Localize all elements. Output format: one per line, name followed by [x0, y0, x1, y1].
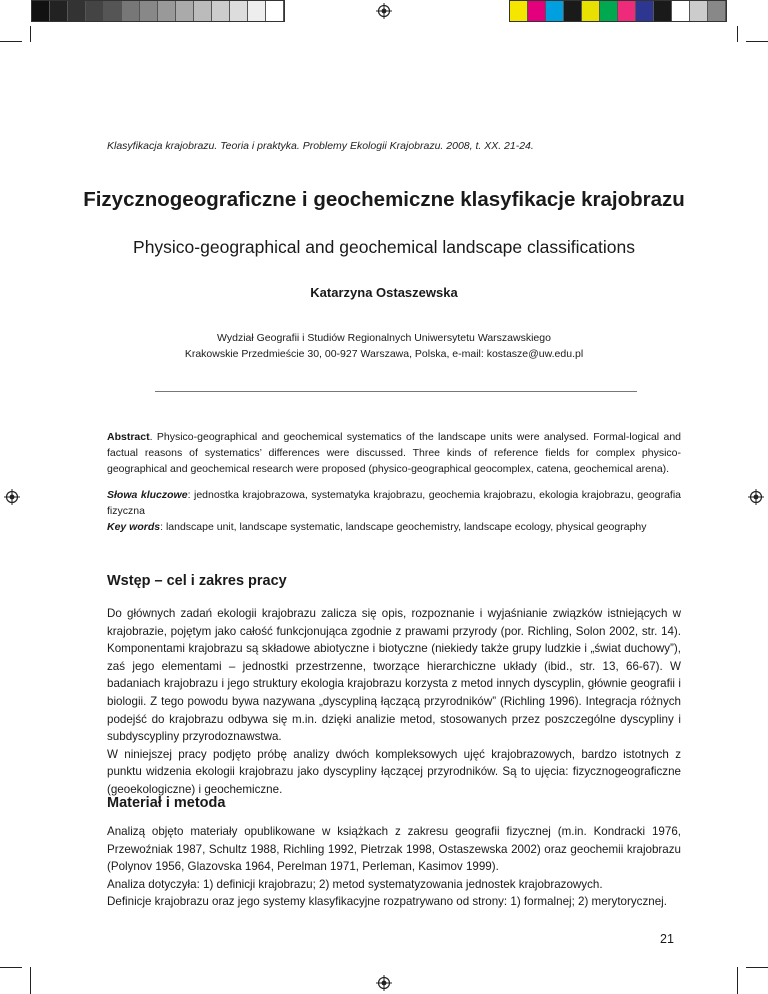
color-swatch [212, 1, 230, 21]
affiliation-line-2: Krakowskie Przedmieście 30, 00-927 Warszawa, Polska, e-mail: kostasze@uw.edu.pl [184, 348, 584, 360]
color-swatch [672, 1, 690, 21]
paragraph: Analiza dotyczyła: 1) definicji krajobrazu; 2) metod systematyzowania jednostek krajobrazowych. [107, 877, 603, 891]
section-body-method [107, 823, 681, 911]
crop-mark [737, 26, 738, 42]
divider [155, 391, 637, 392]
section-heading-intro: Wstęp – cel i zakres pracy [107, 573, 287, 589]
color-swatch [654, 1, 672, 21]
crop-mark [0, 41, 22, 42]
color-swatch [636, 1, 654, 21]
color-swatch [618, 1, 636, 21]
registration-mark-icon [4, 489, 20, 505]
color-swatch [564, 1, 582, 21]
color-swatch [528, 1, 546, 21]
color-swatch [194, 1, 212, 21]
color-swatch [68, 1, 86, 21]
color-swatch [32, 1, 50, 21]
page-number: 21 [660, 932, 674, 946]
color-swatch [708, 1, 726, 21]
color-swatch [86, 1, 104, 21]
running-header-citation: Klasyfikacja krajobrazu. Teoria i praktyka. Problemy Ekologii Krajobrazu. 2008, t. XX. 21-24. [107, 140, 534, 152]
color-swatch [122, 1, 140, 21]
crop-mark [0, 967, 22, 968]
crop-mark [30, 967, 31, 994]
crop-mark [30, 26, 31, 42]
paragraph: W niniejszej pracy podjęto próbę analizy dwóch kompleksowych ujęć krajobrazowych, bardzo istotnych z punktu widzenia ekologii krajobrazu jako dyscypliny łączącej przyrodników. Są to ujęcia: fizycznogeograficzne (geoekologiczne) i geochemiczne. [107, 747, 681, 796]
color-swatch [248, 1, 266, 21]
crop-mark [737, 967, 738, 994]
color-swatch [50, 1, 68, 21]
color-swatch [582, 1, 600, 21]
color-swatch [158, 1, 176, 21]
color-swatch [546, 1, 564, 21]
color-swatch [510, 1, 528, 21]
registration-mark-icon [376, 975, 392, 991]
keywords-pl-text: : jednostka krajobrazowa, systematyka krajobrazu, geochemia krajobrazu, ekologia krajobrazu, geografia fizyczna [107, 489, 681, 517]
registration-mark-icon [748, 489, 764, 505]
keywords-en-text: : landscape unit, landscape systematic, landscape geochemistry, landscape ecology, physical geography [160, 521, 647, 533]
keywords-pl-label: Słowa kluczowe [107, 489, 188, 501]
color-swatch [690, 1, 708, 21]
color-swatch [176, 1, 194, 21]
color-swatch [104, 1, 122, 21]
color-calibration-bar [509, 0, 727, 22]
paragraph: Definicje krajobrazu oraz jego systemy klasyfikacyjne rozpatrywano od strony: 1) formalnej; 2) merytorycznej. [107, 895, 667, 909]
color-swatch [140, 1, 158, 21]
crop-mark [746, 967, 768, 968]
crop-mark [746, 41, 768, 42]
paper-subtitle: Physico-geographical and geochemical landscape classifications [133, 237, 635, 257]
color-swatch [266, 1, 284, 21]
keywords [107, 487, 681, 535]
keywords-en-label: Key words [107, 521, 161, 533]
color-swatch [600, 1, 618, 21]
abstract [107, 429, 681, 477]
color-swatch [230, 1, 248, 21]
section-heading-method: Materiał i metoda [107, 795, 226, 811]
paper-title: Fizycznogeograficzne i geochemiczne klasyfikacje krajobrazu [83, 188, 685, 211]
paragraph: Do głównych zadań ekologii krajobrazu zalicza się opis, rozpoznanie i wyjaśnianie związków istniejących w krajobrazie, pojętym jako całość funkcjonująca zgodnie z prawami przyrody (por. Richling, Solon 2002, str. 14). Komponentami krajobrazu są składowe abiotyczne i biotyczne (niekiedy także grupy ludzkie i „świat duchowy”), zaś jego elementami – jednostki przestrzenne, tworzące hierarchiczne układy (ibid., str. 13, 66-67). W badaniach krajobrazu i jego struktury ekologia krajobrazu korzysta z metod innych dyscyplin, głównie geografii i biologii. Z tego powodu bywa nazywana „dyscypliną łączącą przyrodników” (Richling 1996). Integracja różnych podejść do krajobrazu odbywa się m.in. dzięki analizie metod, stosowanych przez poszczególne dyscypliny i subdyscypliny przyrodoznawstwa. [107, 607, 681, 744]
registration-mark-icon [376, 3, 392, 19]
affiliation-line-1: Wydział Geografii i Studiów Regionalnych Uniwersytetu Warszawskiego [217, 332, 551, 344]
section-body-intro [107, 605, 681, 799]
paragraph: Analizą objęto materiały opublikowane w książkach z zakresu geografii fizycznej (m.in. Kondracki 1976, Przewoźniak 1987, Schultz 1988, Richling 1992, Pietrzak 1998, Ostaszewska 2002) oraz geochemii krajobrazu (Polynov 1956, Glazovska 1964, Perelman 1971, Perleman, Kasimov 1999). [107, 825, 681, 874]
gray-calibration-bar [31, 0, 285, 22]
author-name: Katarzyna Ostaszewska [310, 285, 458, 300]
abstract-label: Abstract [107, 431, 150, 443]
author-affiliation [0, 330, 768, 362]
abstract-text: . Physico-geographical and geochemical systematics of the landscape units were analysed. Formal-logical and factual reasons of systematics’ differences were discussed. Three kinds of reference fields for complex physico-geographical and geochemical research were proposed (physico-geographical geocomplex, catena, geochemical arena). [107, 431, 681, 475]
